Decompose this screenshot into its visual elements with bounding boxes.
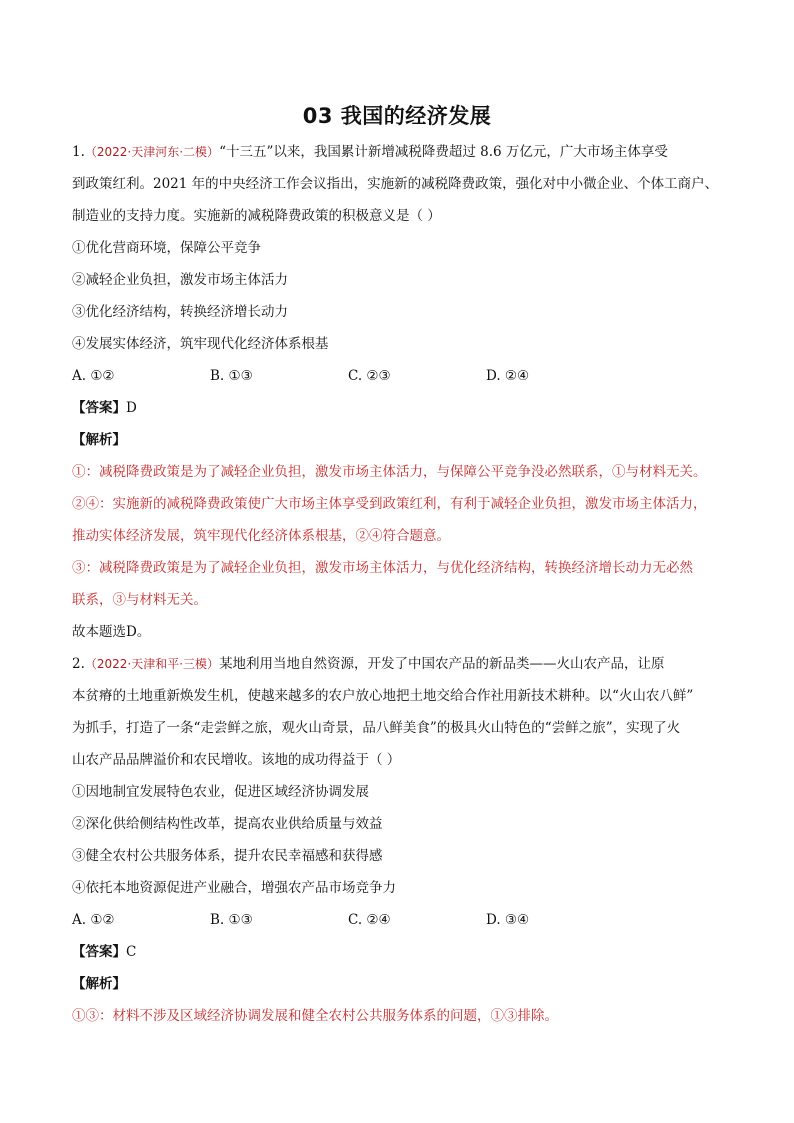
- question-2-options: [72, 909, 724, 931]
- question-1-stem: [72, 141, 724, 227]
- question-2-source: （2022·天津和平·三模）: [84, 657, 220, 671]
- question-2-stem-line-2: 本贫瘠的土地重新焕发生机，使越来越多的农户放心地把土地交给合作社用新技术耕种。以“火山农八鲜”: [72, 688, 694, 704]
- question-2-statement-3: ③健全农村公共服务体系，提升农民幸福感和获得感: [72, 848, 383, 864]
- question-2-statement-1: ①因地制宜发展特色农业，促进区域经济协调发展: [72, 784, 369, 800]
- question-1-option-b: B. ①③: [210, 368, 253, 384]
- question-1-statement-3: ③优化经济结构，转换经济增长动力: [72, 304, 288, 320]
- question-1-number: 1.: [72, 144, 85, 160]
- question-1-analysis-line-3: 推动实体经济发展，筑牢现代化经济体系根基，②④符合题意。: [72, 528, 450, 544]
- page-title: 03 我国的经济发展: [302, 104, 492, 128]
- question-2-option-b: B. ①③: [210, 912, 253, 928]
- question-2-answer-value: C: [126, 944, 137, 960]
- question-2-analysis-label: 【解析】: [72, 976, 126, 992]
- question-1-analysis-line-2: ②④：实施新的减税降费政策使广大市场主体享受到政策红利，有利于减轻企业负担，激发市场主体活力，: [72, 496, 707, 512]
- question-2-statement-2: ②深化供给侧结构性改革，提高农业供给质量与效益: [72, 816, 383, 832]
- question-1-analysis-label: 【解析】: [72, 432, 126, 448]
- question-1-conclusion: 故本题选D。: [72, 624, 151, 640]
- question-1-analysis-line-5: 联系，③与材料无关。: [72, 592, 207, 608]
- question-1-stem-line-2: 到政策红利。2021 年的中央经济工作会议指出，实施新的减税降费政策，强化对中小微企业、个体工商户、: [72, 176, 719, 192]
- question-2-option-d: D. ③④: [486, 912, 530, 928]
- question-1-stem-line-1: “十三五”以来，我国累计新增减税降费超过 8.6 万亿元，广大市场主体享受: [219, 144, 668, 160]
- question-2-answer-label: 【答案】: [72, 944, 126, 960]
- question-2-stem-line-4: 山农产品品牌溢价和农民增收。该地的成功得益于（ ）: [72, 752, 401, 768]
- question-2-answer: [72, 941, 724, 963]
- question-2-number: 2.: [72, 656, 85, 672]
- question-2-option-c: C. ②④: [348, 912, 391, 928]
- question-1-answer-label: 【答案】: [72, 400, 126, 416]
- question-1-option-c: C. ②③: [348, 368, 391, 384]
- question-1-statement-1: ①优化营商环境，保障公平竞争: [72, 240, 261, 256]
- question-1-option-a: A. ①②: [72, 368, 115, 384]
- question-1-analysis-line-1: ①：减税降费政策是为了减轻企业负担，激发市场主体活力，与保障公平竞争没必然联系，①与材料无关。: [72, 464, 707, 480]
- question-2-analysis-line-1: ①③：材料不涉及区域经济协调发展和健全农村公共服务体系的问题，①③排除。: [72, 1008, 558, 1024]
- question-1-answer-value: D: [126, 400, 137, 416]
- question-1-options: [72, 365, 724, 387]
- question-2-option-a: A. ①②: [72, 912, 115, 928]
- document-body: [72, 141, 724, 1037]
- question-1-stem-line-3: 制造业的支持力度。实施新的减税降费政策的积极意义是（ ）: [72, 208, 441, 224]
- question-1-answer: [72, 397, 724, 419]
- question-1-statement-2: ②减轻企业负担，激发市场主体活力: [72, 272, 288, 288]
- question-2-stem-line-1: 某地利用当地自然资源，开发了中国农产品的新品类——火山农产品，让原: [219, 656, 665, 672]
- question-2-statement-4: ④依托本地资源促进产业融合，增强农产品市场竞争力: [72, 880, 396, 896]
- question-2-stem: [72, 653, 724, 771]
- question-2-stem-line-3: 为抓手，打造了一条“走尝鲜之旅，观火山奇景，品八鲜美食”的极具火山特色的“尝鲜之旅”，实现了火: [72, 720, 681, 736]
- question-1-analysis-line-4: ③：减税降费政策是为了减轻企业负担，激发市场主体活力，与优化经济结构，转换经济增长动力无必然: [72, 560, 693, 576]
- question-1-stem-row-1: [72, 141, 724, 163]
- question-2-stem-row-1: [72, 653, 724, 675]
- question-1-statement-4: ④发展实体经济，筑牢现代化经济体系根基: [72, 336, 329, 352]
- question-1-option-d: D. ②④: [486, 368, 530, 384]
- question-1-source: （2022·天津河东·二模）: [84, 145, 220, 159]
